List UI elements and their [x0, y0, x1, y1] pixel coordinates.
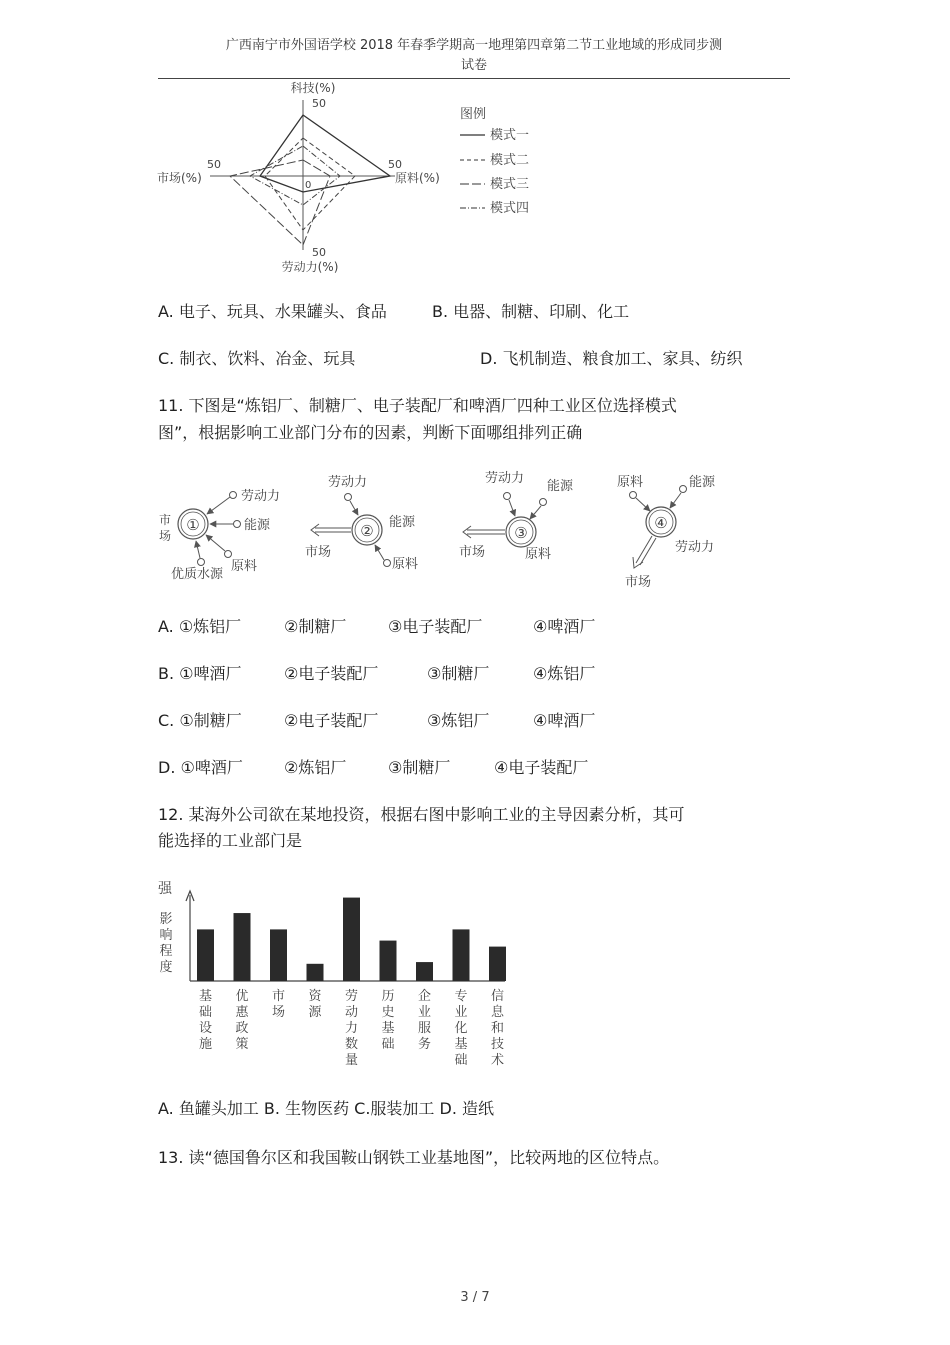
q13-stem-line1: 13. 读“德国鲁尔区和我国鞍山钢铁工业基地图”，比较两地的区位特点。: [158, 1148, 670, 1167]
legend-label-mode4: 模式四: [490, 201, 530, 216]
diagram-3-labor: 劳动力: [485, 471, 525, 486]
q12-stem-line2: 能选择的工业部门是: [158, 831, 303, 850]
diagram-1: [159, 488, 280, 582]
diagram-2-labor: 劳动力: [328, 475, 368, 490]
diagram-1-water: 优质水源: [171, 567, 224, 582]
x-tick-label-1: 基础设施: [198, 989, 213, 1052]
q11-option-c-4: ④啤酒厂: [533, 711, 596, 730]
diagram-4: [617, 474, 716, 590]
diagram-3-energy: 能源: [547, 479, 574, 494]
q11-option-c-2: ②电子装配厂: [284, 711, 379, 730]
x-tick-label-6: 历史基础: [381, 989, 395, 1052]
bar-3: [270, 929, 287, 981]
bar-7: [416, 962, 433, 981]
header-rule: [158, 78, 790, 79]
diagram-3: [459, 470, 574, 562]
radar-tick-top: 50: [312, 97, 326, 110]
q11-option-d-2: ②炼铝厂: [284, 758, 347, 777]
chart-x-labels: [199, 988, 505, 1068]
radar-tick-bottom: 50: [312, 246, 326, 259]
location-model-diagrams: [155, 462, 795, 592]
radar-tick-right: 50: [388, 158, 402, 171]
q11-option-a-3: ③电子装配厂: [388, 617, 483, 636]
chart-bars: [197, 898, 506, 981]
q11-option-c-3: ③炼铝厂: [427, 711, 490, 730]
q11-option-b-2: ②电子装配厂: [284, 664, 379, 683]
diagram-1-labor: 劳动力: [241, 489, 281, 504]
diagram-1-raw: 原料: [231, 559, 258, 574]
header-title-line2: 试卷: [460, 58, 487, 73]
radar-figure: [155, 80, 555, 280]
x-tick-label-3: 市场: [271, 989, 286, 1020]
x-tick-label-9: 信息和技术: [490, 989, 505, 1068]
diagram-2-energy: 能源: [389, 515, 416, 530]
q11-option-b-4: ④炼铝厂: [533, 664, 596, 683]
q10-option-c: C. 制衣、饮料、冶金、玩具: [158, 349, 356, 368]
radar-tick-center: 0: [305, 180, 312, 191]
q11-stem-line2: 图”，根据影响工业部门分布的因素，判断下面哪组排列正确: [158, 423, 583, 442]
page-number: 3 / 7: [460, 1290, 490, 1305]
radar-axis-label-right: 原料(%): [395, 171, 440, 185]
bar-9: [489, 947, 506, 981]
diagram-4-number: ④: [654, 514, 668, 532]
diagram-4-raw: 原料: [617, 475, 644, 490]
q11-option-b-1: B. ①啤酒厂: [158, 664, 242, 683]
q11-option-a-2: ②制糖厂: [284, 617, 347, 636]
diagram-1-number: ①: [186, 516, 200, 534]
chart-ylabel: [159, 912, 172, 975]
q11-option-d-4: ④电子装配厂: [494, 758, 589, 777]
diagram-4-labor: 劳动力: [675, 540, 715, 555]
radar-axis-label-left: 市场(%): [157, 171, 202, 185]
bar-1: [197, 929, 214, 981]
x-tick-label-4: 资源: [308, 989, 322, 1020]
q11-option-c-1: C. ①制糖厂: [158, 711, 242, 730]
x-tick-label-5: 劳动力数量: [344, 989, 359, 1068]
chart-ylabel-top: 强: [158, 881, 172, 897]
q11-option-d-1: D. ①啤酒厂: [158, 758, 243, 777]
bar-4: [307, 964, 324, 981]
q11-option-d-3: ③制糖厂: [388, 758, 451, 777]
q10-option-b: B. 电器、制糖、印刷、化工: [432, 302, 630, 321]
radar-legend-title: 图例: [460, 107, 487, 122]
q11-option-a-1: A. ①炼铝厂: [158, 617, 242, 636]
bar-2: [234, 913, 251, 981]
q10-option-a: A. 电子、玩具、水果罐头、食品: [158, 302, 387, 321]
y-axis-label: 影响程度: [159, 912, 173, 975]
q12-stem-line1: 12. 某海外公司欲在某地投资，根据右图中影响工业的主导因素分析，其可: [158, 805, 685, 824]
radar-axis-label-bottom: 劳动力(%): [281, 260, 339, 274]
bar-6: [380, 941, 397, 981]
diagram-1-energy: 能源: [244, 518, 271, 533]
page-header: [158, 36, 790, 76]
x-tick-label-7: 企业服务: [417, 989, 432, 1052]
q11-option-a-4: ④啤酒厂: [533, 617, 596, 636]
legend-label-mode1: 模式一: [490, 128, 530, 143]
diagram-1-market-a: 市: [159, 513, 172, 527]
diagram-2-raw: 原料: [392, 557, 419, 572]
diagram-2-market: 市场: [305, 545, 332, 560]
diagram-3-raw: 原料: [525, 547, 552, 562]
factor-bar-chart: [155, 875, 515, 1075]
q10-option-d: D. 飞机制造、粮食加工、家具、纺织: [480, 349, 743, 368]
bar-5: [343, 898, 360, 981]
radar-axis-label-top: 科技(%): [290, 81, 336, 95]
legend-label-mode2: 模式二: [490, 153, 530, 168]
diagram-2-number: ②: [360, 522, 374, 540]
diagram-4-market: 市场: [625, 575, 652, 590]
radar-series-mode3: [230, 160, 330, 245]
x-tick-label-2: 优惠政策: [235, 989, 249, 1052]
bar-8: [453, 929, 470, 981]
radar-tick-left: 50: [207, 158, 221, 171]
header-title-line1: 广西南宁市外国语学校 2018 年春季学期高一地理第四章第二节工业地域的形成同步测: [225, 38, 723, 53]
q11-stem-line1: 11. 下图是“炼铝厂、制糖厂、电子装配厂和啤酒厂四种工业区位选择模式: [158, 396, 677, 415]
q11-option-b-3: ③制糖厂: [427, 664, 490, 683]
legend-label-mode3: 模式三: [490, 177, 530, 192]
diagram-3-market: 市场: [459, 545, 486, 560]
q12-options: A. 鱼罐头加工 B. 生物医药 C.服装加工 D. 造纸: [158, 1099, 494, 1118]
diagram-4-energy: 能源: [689, 475, 716, 490]
diagram-2: [305, 474, 418, 572]
diagram-1-market-b: 场: [159, 529, 172, 543]
diagram-3-number: ③: [514, 524, 528, 542]
x-tick-label-8: 专业化基础: [454, 989, 468, 1068]
